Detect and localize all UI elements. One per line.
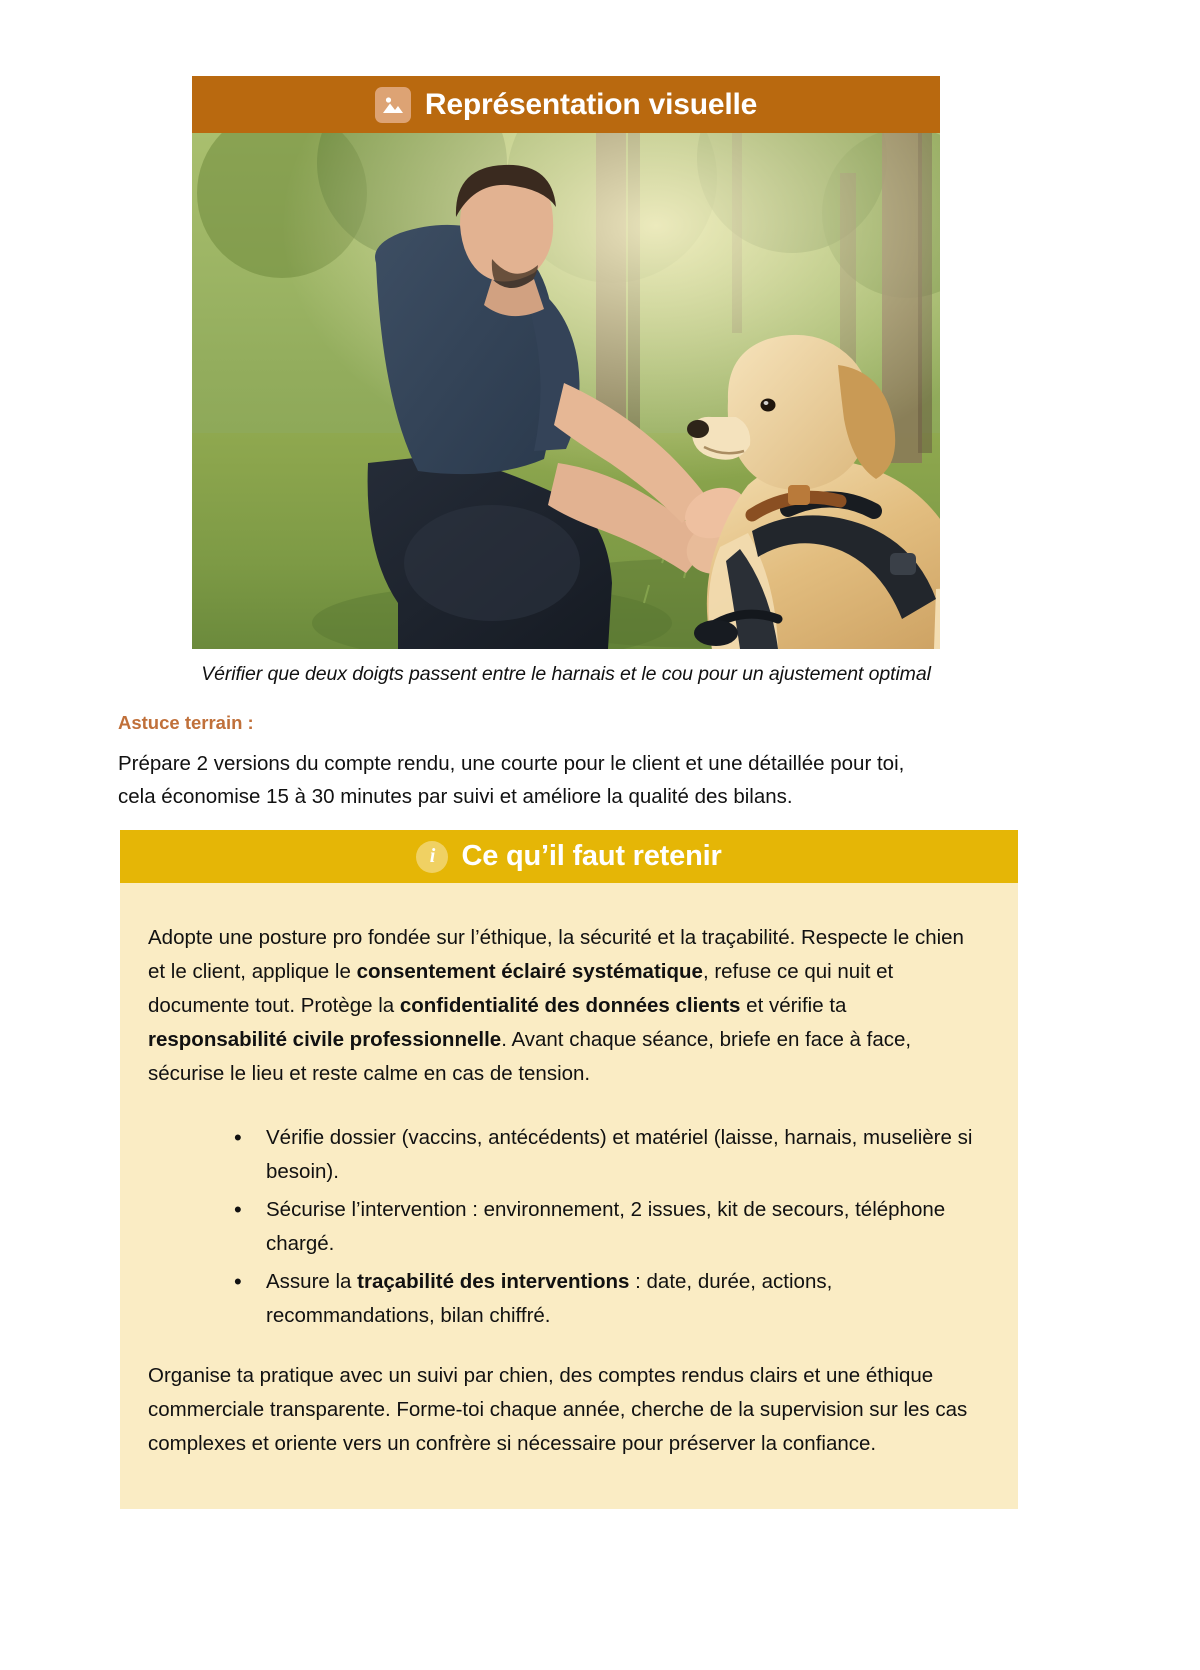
visual-representation-header	[192, 76, 940, 133]
intro-part-1: Adopte une posture pro fondée sur l’éthique, la sécurité et la traçabilité. Respecte le chien et le client, applique le	[148, 926, 964, 984]
astuce-line-2: cela économise 15 à 30 minutes par suivi et améliore la qualité des bilans.	[118, 785, 793, 809]
astuce-terrain-text	[118, 747, 1018, 813]
key-takeaways-intro	[148, 921, 982, 1091]
intro-part-4: . Avant chaque séance, briefe en face à face, sécurise le lieu et reste calme en cas de tension.	[148, 1028, 912, 1086]
intro-bold-3: responsabilité civile professionnelle	[148, 1028, 502, 1052]
bullet-bold: traçabilité des interventions	[357, 1270, 630, 1294]
bullet-part-1: Vérifie dossier (vaccins, antécédents) et matériel (laisse, harnais, muselière si besoin).	[266, 1126, 973, 1184]
intro-bold-2: confidentialité des données clients	[399, 994, 741, 1018]
list-item	[266, 1265, 982, 1333]
intro-part-3: et vérifie ta	[740, 994, 847, 1018]
key-takeaways-body	[120, 883, 1018, 1509]
key-takeaways-list	[148, 1121, 982, 1333]
bullet-part-1: Assure la	[266, 1270, 358, 1294]
list-item	[266, 1121, 982, 1189]
intro-bold-1: consentement éclairé systématique	[356, 960, 703, 984]
image-icon	[375, 87, 411, 123]
bullet-part-2: : date, durée, actions, recommandations, bilan chiffré.	[266, 1270, 833, 1328]
photo-caption: Vérifier que deux doigts passent entre le harnais et le cou pour un ajustement optimal	[201, 663, 931, 685]
astuce-terrain-block	[118, 712, 1018, 813]
visual-representation-card	[192, 76, 940, 686]
key-takeaways-box	[120, 830, 1018, 1509]
key-takeaways-title: Ce qu’il faut retenir	[461, 840, 722, 872]
info-icon: i	[416, 841, 448, 873]
astuce-terrain-label: Astuce terrain :	[118, 712, 254, 733]
key-takeaways-header	[120, 830, 1018, 883]
key-takeaways-outro: Organise ta pratique avec un suivi par chien, des comptes rendus clairs et une éthique commerciale transparente. Forme-toi chaque année, cherche de la supervision sur les cas complexes et oriente vers un confrère si nécessaire pour préserver la confiance.	[148, 1364, 968, 1456]
astuce-line-1: Prépare 2 versions du compte rendu, une courte pour le client et une détaillée pour toi,	[118, 752, 905, 775]
intro-part-2: , refuse ce qui nuit et documente tout. Protège la	[148, 960, 894, 1018]
visual-representation-photo	[192, 133, 940, 649]
list-item	[266, 1193, 982, 1261]
visual-representation-title: Représentation visuelle	[424, 87, 758, 121]
bullet-part-1: Sécurise l’intervention : environnement, 2 issues, kit de secours, téléphone chargé.	[266, 1198, 946, 1256]
